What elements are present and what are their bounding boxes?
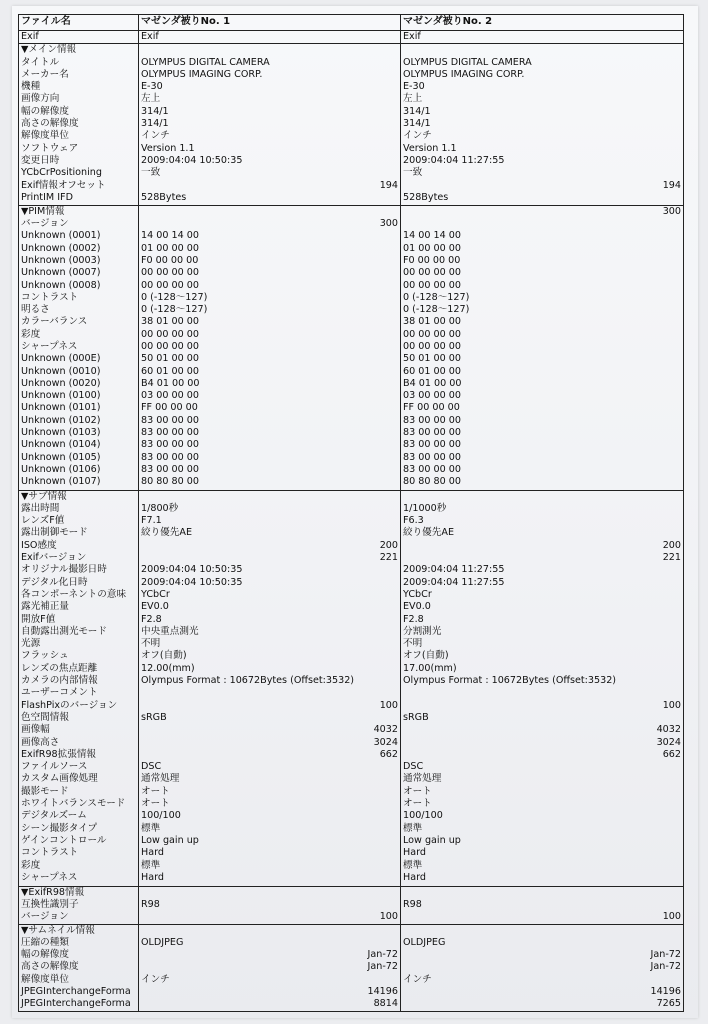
field-value-file1: 60 01 00 00 [141,365,199,377]
field-label: バージョン [21,911,69,923]
field-value-file1: オート [141,798,170,810]
field-value-file2: 左上 [403,93,423,105]
field-label: Unknown (0105) [21,451,101,463]
field-value-file2: 100 [662,699,681,711]
field-label: バージョン [21,218,69,230]
field-value-file1: 314/1 [141,105,169,117]
field-value-file1: 83 00 00 00 [141,414,199,426]
file2-column [401,924,684,1011]
field-value-file1: Hard [141,871,164,883]
field-value-file1: OLYMPUS DIGITAL CAMERA [141,56,270,68]
field-value-file1: OLDJPEG [141,936,184,948]
field-value-file2: E-30 [403,81,425,93]
field-value-file1: EV0.0 [141,601,169,613]
field-label: 高さの解像度 [21,961,79,973]
field-label: ▼ExifR98情報 [21,886,85,898]
field-value-file1: Olympus Format : 10672Bytes (Offset:3532) [141,675,355,687]
field-value-file1: 2009:04:04 10:50:35 [141,154,243,166]
field-value-file1: F2.8 [141,613,162,625]
field-label: シャープネス [21,871,78,883]
exif-comparison-table [18,14,684,1012]
field-value-file2: 2009:04:04 11:27:55 [403,154,505,166]
field-value-file1: 4032 [373,724,398,736]
field-value-file1: 一致 [141,167,161,179]
field-value-file2: 7265 [656,998,681,1010]
field-value-file1: 100 [379,699,398,711]
field-value-file1: 14 00 14 00 [141,230,199,242]
field-value-file2: 01 00 00 00 [403,242,461,254]
field-label: コントラスト [21,847,79,859]
field-label: Exif情報オフセット [21,179,106,191]
field-label: Unknown (000E) [21,353,101,365]
field-value-file1: オフ(自動) [141,650,187,662]
field-label: 変更日時 [21,154,60,166]
field-value-file1: 左上 [141,93,161,105]
field-value-file1: 38 01 00 00 [141,316,199,328]
field-value-file1: オート [141,785,170,797]
field-value-file2: Hard [403,847,426,859]
field-value-file1: 2009:04:04 10:50:35 [141,564,243,576]
field-value-file1: FF 00 00 00 [141,402,198,414]
field-value-file1: 絞り優先AE [141,527,192,539]
field-label: 光源 [21,638,41,650]
field-value-file2: 2009:04:04 11:27:55 [403,564,505,576]
field-label: カメラの内部情報 [21,675,98,687]
field-label: JPEGInterchangeForma [21,998,131,1010]
label-column [19,924,139,1011]
field-label: Unknown (0007) [21,267,101,279]
field-label: Unknown (0008) [21,279,101,291]
field-value-file2: Olympus Format : 10672Bytes (Offset:3532) [403,675,617,687]
field-value-file2: 不明 [403,638,423,650]
field-label: ▼サムネイル情報 [21,924,95,936]
field-label: 解像度単位 [21,130,69,142]
field-value-file1: 標準 [141,859,161,871]
field-label: Unknown (0001) [21,230,101,242]
field-value-file2: F0 00 00 00 [403,254,461,266]
field-value-file2: Low gain up [403,834,461,846]
field-label: デジタルズーム [21,810,87,822]
field-label: Unknown (0103) [21,427,101,439]
field-value-file2: 3024 [656,736,681,748]
field-value-file2: 通常処理 [403,773,442,785]
field-value-file1: 200 [379,539,398,551]
field-value-file2 [403,887,681,899]
field-label: カラーバランス [21,316,88,328]
field-value-file1: 01 00 00 00 [141,242,199,254]
section-exifr98-info [19,886,684,924]
field-value-file1: 300 [379,218,398,230]
field-value-file2: Version 1.1 [403,142,457,154]
field-label: シャープネス [21,341,78,352]
field-label: 幅の解像度 [21,105,69,117]
field-label: Unknown (0002) [21,242,101,254]
field-label: ▼PIM情報 [21,205,65,217]
field-label: 圧縮の種類 [21,936,69,948]
field-label: 高さの解像度 [21,118,79,130]
field-label: 開放F値 [21,613,56,625]
field-label: Exifバージョン [21,552,87,564]
field-label: 露出時間 [21,502,60,514]
field-label: 彩度 [21,328,41,340]
field-value-file1: Low gain up [141,834,199,846]
field-value-file2: B4 01 00 00 [403,377,462,389]
field-value-file1: 00 00 00 00 [141,279,199,291]
field-value-file2 [403,925,681,937]
field-label: ISO感度 [21,539,57,551]
field-label: オリジナル撮影日時 [21,564,107,576]
field-value-file1: 50 01 00 00 [141,353,199,365]
field-value-file2: R98 [403,898,422,910]
field-value-file2: 83 00 00 00 [403,427,461,439]
field-value-file1: F0 00 00 00 [141,254,199,266]
field-label: Unknown (0107) [21,476,101,488]
field-value-file2: 60 01 00 00 [403,365,461,377]
field-value-file1: 00 00 00 00 [141,328,199,340]
field-value-file2: 標準 [403,822,423,834]
field-value-file2: F6.3 [403,515,424,527]
field-value-file2: 2009:04:04 11:27:55 [403,576,505,588]
field-value-file1: 0 (-128～127) [141,304,208,316]
field-value-file1: 221 [379,552,398,564]
field-label: レンズF値 [21,515,65,527]
field-label: Unknown (0010) [21,365,101,377]
field-value-file2: 83 00 00 00 [403,439,461,451]
exif-label: Exif [19,31,139,44]
field-value-file2: EV0.0 [403,601,431,613]
field-value-file1: sRGB [141,711,167,723]
field-value-file2: Hard [403,871,426,883]
field-label: シーン撮影タイプ [21,822,98,834]
field-label: Unknown (0100) [21,390,101,402]
field-value-file1 [141,687,398,699]
field-value-file2: 00 00 00 00 [403,341,461,352]
field-value-file2: 194 [662,179,681,191]
field-label: メーカー名 [21,68,69,80]
field-label: PrintIM IFD [21,191,73,203]
field-label: 機種 [21,81,41,93]
field-value-file2: 一致 [403,167,423,179]
field-value-file1: 通常処理 [141,773,180,785]
field-value-file2: Jan-72 [650,961,681,973]
field-value-file2 [403,687,681,699]
field-label: Unknown (0020) [21,377,101,389]
field-value-file1 [141,491,398,503]
field-value-file1: E-30 [141,81,163,93]
field-value-file2: FF 00 00 00 [403,402,460,414]
field-label: JPEGInterchangeForma [21,986,131,998]
field-value-file2: 0 (-128～127) [403,304,470,316]
field-value-file1: 83 00 00 00 [141,451,199,463]
section-main-info [19,44,684,205]
field-label: タイトル [21,56,60,68]
header-file2: マゼンダ被りNo. 2 [401,15,684,31]
field-value-file2: 38 01 00 00 [403,316,461,328]
field-value-file1: 83 00 00 00 [141,463,199,475]
field-value-file1: R98 [141,898,160,910]
field-label: 画像方向 [21,93,60,105]
field-label: 各コンポーネントの意味 [21,588,127,600]
field-value-file2: YCbCr [403,588,432,600]
header-label: ファイル名 [19,15,139,31]
label-column [19,490,139,886]
section-thumbnail-info [19,924,684,1011]
field-value-file2: 4032 [656,724,681,736]
field-value-file2: 528Bytes [403,191,449,203]
field-value-file2: オート [403,785,432,797]
field-label: 明るさ [21,304,50,316]
exif-value-1: Exif [139,31,401,44]
field-value-file2: 83 00 00 00 [403,414,461,426]
field-value-file1: 0 (-128～127) [141,291,208,303]
field-label: Unknown (0106) [21,463,101,475]
exif-row [19,31,684,44]
field-value-file1: 528Bytes [141,191,187,203]
field-label: YCbCrPositioning [21,167,102,179]
field-label: ソフトウェア [21,142,79,154]
file1-column [139,924,401,1011]
header-row [19,15,684,31]
field-value-file2: インチ [403,973,432,985]
field-value-file2: オフ(自動) [403,650,449,662]
field-value-file1: 14196 [367,986,398,998]
field-value-file1 [141,887,398,899]
field-value-file1: 662 [379,748,398,760]
field-value-file1: 194 [379,179,398,191]
field-value-file2 [403,491,681,503]
field-value-file2: F2.8 [403,613,424,625]
field-value-file2: 314/1 [403,118,431,130]
field-value-file1: インチ [141,973,170,985]
field-value-file2: 83 00 00 00 [403,451,461,463]
field-value-file2: 314/1 [403,105,431,117]
field-value-file2: 0 (-128～127) [403,291,470,303]
field-value-file2: 03 00 00 00 [403,390,461,402]
field-value-file1: 中央重点測光 [141,625,199,637]
field-value-file1 [141,925,398,937]
field-value-file1: インチ [141,130,170,142]
field-label: Unknown (0102) [21,414,101,426]
header-file1: マゼンダ被りNo. 1 [139,15,401,31]
field-value-file1: 00 00 00 00 [141,341,199,352]
field-value-file2: sRGB [403,711,429,723]
file1-column [139,44,401,205]
field-value-file1: Jan-72 [367,949,398,961]
field-value-file2: 絞り優先AE [403,527,454,539]
field-value-file1: 3024 [373,736,398,748]
file2-column [401,205,684,490]
field-value-file2: 分割測光 [403,625,442,637]
field-label: 画像幅 [21,724,50,736]
file2-column [401,44,684,205]
field-value-file2: 17.00(mm) [403,662,457,674]
field-value-file2: OLDJPEG [403,936,446,948]
field-label: ▼サブ情報 [21,490,67,502]
field-value-file2: 83 00 00 00 [403,463,461,475]
field-label: ユーザーコメント [21,687,98,699]
field-value-file2: Jan-72 [650,949,681,961]
field-value-file2: 14196 [650,986,681,998]
field-label: ▼メイン情報 [21,44,77,56]
field-label: デジタル化日時 [21,576,88,588]
field-value-file2: 100 [662,911,681,923]
field-label: 撮影モード [21,785,69,797]
field-value-file1: YCbCr [141,588,170,600]
field-value-file1: 2009:04:04 10:50:35 [141,576,243,588]
field-label: 彩度 [21,859,41,871]
field-label: レンズの焦点距離 [21,662,98,674]
field-label: 露光補正量 [21,601,69,613]
field-label: Unknown (0104) [21,439,101,451]
field-value-file1: OLYMPUS IMAGING CORP. [141,68,263,80]
field-label: Unknown (0101) [21,402,101,414]
field-value-file1: 8814 [373,998,398,1010]
field-value-file2: 300 [662,205,681,217]
section-pim-info [19,205,684,490]
field-value-file1: DSC [141,761,162,773]
field-value-file2 [403,44,681,56]
field-label: ホワイトバランスモード [21,798,126,810]
field-label: 解像度単位 [21,973,69,985]
label-column [19,205,139,490]
field-value-file2: 00 00 00 00 [403,267,461,279]
field-label: ゲインコントロール [21,834,107,846]
field-value-file2: 200 [662,539,681,551]
field-value-file2 [403,218,681,230]
field-value-file2: 00 00 00 00 [403,328,461,340]
field-label: 露出制御モード [21,527,88,539]
field-value-file1: 100 [379,911,398,923]
field-value-file1: 83 00 00 00 [141,427,199,439]
field-value-file2: インチ [403,130,432,142]
field-label: カスタム画像処理 [21,773,98,785]
field-value-file1 [141,206,398,218]
field-label: フラッシュ [21,650,69,662]
field-value-file1: 100/100 [141,810,181,822]
field-label: 幅の解像度 [21,949,69,961]
field-value-file2: 標準 [403,859,423,871]
field-label: コントラスト [21,291,79,303]
section-sub-info [19,490,684,886]
field-value-file2: 100/100 [403,810,443,822]
label-column [19,44,139,205]
field-label: 色空間情報 [21,711,69,723]
field-value-file1: B4 01 00 00 [141,377,200,389]
field-value-file2: 14 00 14 00 [403,230,461,242]
field-label: ExifR98拡張情報 [21,748,97,760]
field-value-file1 [141,44,398,56]
field-value-file1: Version 1.1 [141,142,195,154]
field-value-file1: 標準 [141,822,161,834]
field-label: FlashPixのバージョン [21,699,118,711]
field-value-file1: 12.00(mm) [141,662,195,674]
field-value-file1: 00 00 00 00 [141,267,199,279]
field-label: 互換性識別子 [21,898,79,910]
label-column [19,886,139,924]
field-value-file2: 00 00 00 00 [403,279,461,291]
field-value-file2: 662 [662,748,681,760]
field-value-file2: OLYMPUS DIGITAL CAMERA [403,56,532,68]
field-value-file1: 83 00 00 00 [141,439,199,451]
file1-column [139,205,401,490]
field-value-file2: 80 80 80 00 [403,476,461,488]
field-value-file1: F7.1 [141,515,162,527]
field-value-file2: DSC [403,761,424,773]
field-value-file1: Hard [141,847,164,859]
field-value-file1: 1/800秒 [141,502,179,514]
field-value-file2: 1/1000秒 [403,502,447,514]
field-value-file2: 221 [662,552,681,564]
field-value-file1: 不明 [141,638,161,650]
field-value-file1: 03 00 00 00 [141,390,199,402]
field-value-file1: 314/1 [141,118,169,130]
file1-column [139,886,401,924]
field-value-file1: 80 80 80 00 [141,476,199,488]
exif-value-2: Exif [401,31,684,44]
file2-column [401,886,684,924]
field-label: 自動露出測光モード [21,625,107,637]
file1-column [139,490,401,886]
field-label: Unknown (0003) [21,254,101,266]
file2-column [401,490,684,886]
field-value-file1: Jan-72 [367,961,398,973]
field-label: ファイルソース [21,761,88,773]
field-value-file2: OLYMPUS IMAGING CORP. [403,68,525,80]
field-value-file2: 50 01 00 00 [403,353,461,365]
field-label: 画像高さ [21,736,60,748]
field-value-file2: オート [403,798,432,810]
